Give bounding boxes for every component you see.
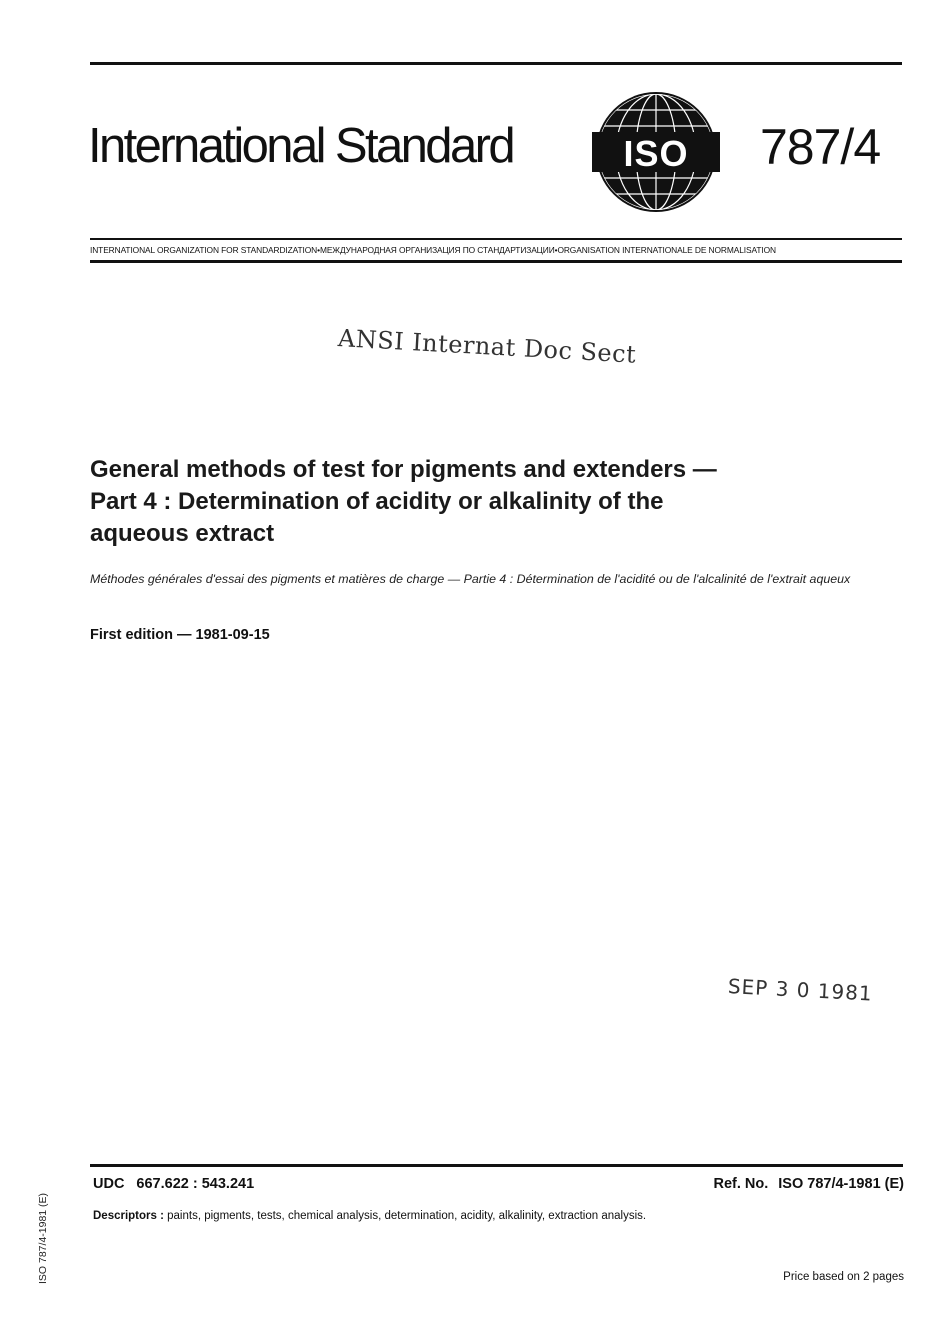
document-title-line: Part 4 : Determination of acidity or alkalinity of the bbox=[90, 488, 664, 515]
ansi-receipt-stamp: ANSI Internat Doc Sect bbox=[337, 324, 637, 369]
footer-top-rule bbox=[90, 1164, 903, 1167]
edition-date: First edition — 1981-09-15 bbox=[90, 627, 270, 643]
organization-names-line: INTERNATIONAL ORGANIZATION FOR STANDARDIZATION•МЕЖДУНАРОДНАЯ ОРГАНИЗАЦИЯ ПО СТАНДАРТИЗАЦИИ•ORGANISATION INTERNATIONALE DE NORMALISATION bbox=[90, 245, 776, 255]
standard-type-title: International Standard bbox=[88, 119, 513, 173]
udc-classification bbox=[93, 1176, 254, 1192]
side-document-code: ISO 787/4-1981 (E) bbox=[37, 1192, 49, 1284]
descriptors-label: Descriptors : bbox=[93, 1210, 164, 1222]
reference-number bbox=[713, 1176, 904, 1192]
iso-logo bbox=[592, 88, 720, 216]
received-date-stamp: SEP 3 0 1981 bbox=[727, 974, 874, 1006]
descriptors bbox=[93, 1210, 646, 1222]
descriptors-text: paints, pigments, tests, chemical analysis, determination, acidity, alkalinity, extraction analysis. bbox=[167, 1210, 647, 1222]
ref-label: Ref. No. bbox=[713, 1176, 769, 1192]
price-note: Price based on 2 pages bbox=[783, 1271, 904, 1283]
org-line-top-rule bbox=[90, 238, 902, 240]
french-title: Méthodes générales d'essai des pigments et matières de charge — Partie 4 : Détermination de l'acidité ou de l'alcalinité de l'extrait aqueux bbox=[90, 572, 851, 586]
udc-value: 667.622 : 543.241 bbox=[136, 1176, 255, 1192]
standard-number: 787/4 bbox=[760, 119, 881, 175]
udc-label: UDC bbox=[93, 1176, 125, 1192]
document-title-line: General methods of test for pigments and extenders — bbox=[90, 456, 717, 483]
document-title-line: aqueous extract bbox=[90, 520, 275, 547]
header-top-rule bbox=[90, 62, 902, 65]
org-line-bottom-rule bbox=[90, 260, 902, 263]
document-title bbox=[90, 454, 890, 550]
iso-logo-text: ISO bbox=[623, 133, 689, 174]
ref-value: ISO 787/4-1981 (E) bbox=[778, 1176, 904, 1192]
